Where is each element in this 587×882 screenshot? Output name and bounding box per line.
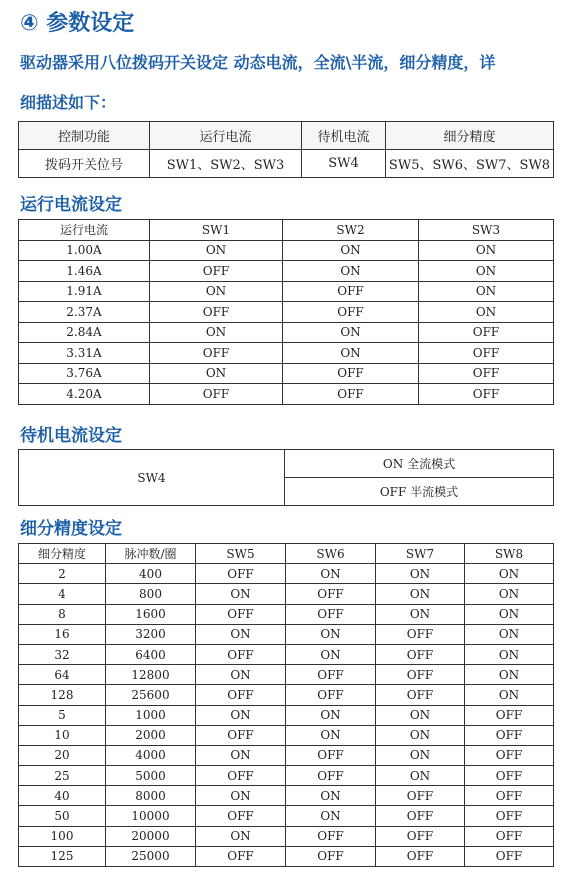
microstep-cell: ON bbox=[376, 766, 465, 786]
microstep-cell: OFF bbox=[196, 806, 286, 826]
run-current-cell: OFF bbox=[283, 363, 419, 384]
microstep-cell: OFF bbox=[196, 766, 286, 786]
microstep-header-cell: 细分精度 bbox=[19, 544, 106, 564]
table-row bbox=[19, 725, 554, 745]
standby-row bbox=[19, 450, 554, 478]
microstep-cell: ON bbox=[196, 745, 286, 765]
standby-table bbox=[18, 449, 554, 506]
microstep-cell: ON bbox=[376, 564, 465, 584]
microstep-cell: ON bbox=[196, 665, 286, 685]
run-current-header-cell: SW2 bbox=[283, 220, 419, 241]
microstep-cell: ON bbox=[196, 826, 286, 846]
microstep-cell: ON bbox=[286, 806, 376, 826]
standby-heading: 待机电流设定 bbox=[20, 426, 122, 446]
microstep-header-cell: 脉冲数/圈 bbox=[106, 544, 196, 564]
microstep-cell: 6400 bbox=[106, 644, 196, 664]
microstep-header-cell: SW8 bbox=[465, 544, 554, 564]
intro-line-2: 细描述如下： bbox=[20, 93, 117, 112]
microstep-cell: OFF bbox=[196, 564, 286, 584]
run-current-cell: OFF bbox=[419, 384, 554, 405]
microstep-cell: OFF bbox=[376, 644, 465, 664]
microstep-cell: 25600 bbox=[106, 685, 196, 705]
run-current-cell: 4.20A bbox=[19, 384, 150, 405]
microstep-cell: 25 bbox=[19, 766, 106, 786]
table-row bbox=[19, 302, 554, 323]
microstep-cell: 2 bbox=[19, 564, 106, 584]
microstep-cell: 4000 bbox=[106, 745, 196, 765]
overview-cell: SW5、SW6、SW7、SW8 bbox=[386, 150, 554, 178]
microstep-cell: OFF bbox=[465, 725, 554, 745]
microstep-cell: OFF bbox=[465, 745, 554, 765]
overview-header-cell: 运行电流 bbox=[150, 122, 302, 150]
microstep-cell: OFF bbox=[465, 826, 554, 846]
table-row bbox=[19, 564, 554, 584]
microstep-cell: OFF bbox=[376, 685, 465, 705]
microstep-cell: OFF bbox=[286, 846, 376, 866]
microstep-cell: OFF bbox=[376, 624, 465, 644]
microstep-cell: 8000 bbox=[106, 786, 196, 806]
microstep-cell: 1000 bbox=[106, 705, 196, 725]
run-current-table bbox=[18, 219, 554, 405]
run-current-cell: OFF bbox=[283, 384, 419, 405]
microstep-header-cell: SW5 bbox=[196, 544, 286, 564]
microstep-cell: ON bbox=[196, 584, 286, 604]
table-row bbox=[19, 685, 554, 705]
microstep-cell: OFF bbox=[465, 766, 554, 786]
microstep-cell: 20 bbox=[19, 745, 106, 765]
run-current-heading: 运行电流设定 bbox=[20, 195, 122, 215]
microstep-cell: OFF bbox=[286, 826, 376, 846]
run-current-cell: 1.46A bbox=[19, 261, 150, 282]
microstep-cell: OFF bbox=[465, 846, 554, 866]
microstep-cell: ON bbox=[196, 624, 286, 644]
overview-header-cell: 待机电流 bbox=[302, 122, 386, 150]
run-current-cell: ON bbox=[150, 322, 283, 343]
microstep-cell: ON bbox=[376, 584, 465, 604]
microstep-cell: ON bbox=[286, 705, 376, 725]
table-row bbox=[19, 705, 554, 725]
microstep-cell: OFF bbox=[196, 725, 286, 745]
microstep-cell: 128 bbox=[19, 685, 106, 705]
microstep-cell: ON bbox=[286, 624, 376, 644]
table-row bbox=[19, 281, 554, 302]
microstep-cell: ON bbox=[465, 624, 554, 644]
table-row bbox=[19, 343, 554, 364]
run-current-cell: OFF bbox=[150, 343, 283, 364]
run-current-cell: ON bbox=[419, 281, 554, 302]
table-row bbox=[19, 363, 554, 384]
microstep-cell: 50 bbox=[19, 806, 106, 826]
microstep-cell: OFF bbox=[196, 644, 286, 664]
run-current-cell: ON bbox=[283, 322, 419, 343]
run-current-cell: OFF bbox=[150, 302, 283, 323]
microstep-cell: ON bbox=[196, 786, 286, 806]
microstep-cell: OFF bbox=[286, 685, 376, 705]
microstep-cell: ON bbox=[376, 604, 465, 624]
run-current-header-row bbox=[19, 220, 554, 241]
microstep-cell: OFF bbox=[376, 665, 465, 685]
standby-switch-cell: SW4 bbox=[19, 450, 285, 506]
table-row bbox=[19, 665, 554, 685]
standby-on-cell: ON 全流模式 bbox=[285, 450, 554, 478]
microstep-cell: ON bbox=[376, 745, 465, 765]
run-current-cell: OFF bbox=[150, 384, 283, 405]
overview-table bbox=[18, 121, 554, 178]
run-current-cell: 2.37A bbox=[19, 302, 150, 323]
microstep-cell: OFF bbox=[286, 604, 376, 624]
microstep-cell: 16 bbox=[19, 624, 106, 644]
run-current-cell: 3.76A bbox=[19, 363, 150, 384]
table-row bbox=[19, 786, 554, 806]
microstep-header-cell: SW6 bbox=[286, 544, 376, 564]
run-current-cell: 3.31A bbox=[19, 343, 150, 364]
run-current-cell: ON bbox=[419, 302, 554, 323]
run-current-cell: OFF bbox=[283, 281, 419, 302]
microstep-cell: ON bbox=[286, 564, 376, 584]
microstep-cell: 10000 bbox=[106, 806, 196, 826]
table-row bbox=[19, 384, 554, 405]
run-current-cell: OFF bbox=[150, 261, 283, 282]
table-row bbox=[19, 846, 554, 866]
microstep-cell: 8 bbox=[19, 604, 106, 624]
run-current-cell: ON bbox=[150, 281, 283, 302]
microstep-table bbox=[18, 543, 554, 867]
microstep-cell: ON bbox=[465, 564, 554, 584]
microstep-cell: OFF bbox=[465, 786, 554, 806]
run-current-cell: OFF bbox=[283, 302, 419, 323]
overview-cell: SW1、SW2、SW3 bbox=[150, 150, 302, 178]
microstep-cell: ON bbox=[465, 584, 554, 604]
run-current-cell: 2.84A bbox=[19, 322, 150, 343]
microstep-cell: OFF bbox=[465, 806, 554, 826]
microstep-cell: OFF bbox=[286, 584, 376, 604]
run-current-cell: 1.91A bbox=[19, 281, 150, 302]
microstep-cell: ON bbox=[286, 786, 376, 806]
run-current-cell: OFF bbox=[419, 322, 554, 343]
microstep-cell: 20000 bbox=[106, 826, 196, 846]
microstep-cell: 10 bbox=[19, 725, 106, 745]
microstep-cell: OFF bbox=[286, 745, 376, 765]
microstep-cell: ON bbox=[465, 644, 554, 664]
run-current-header-cell: 运行电流 bbox=[19, 220, 150, 241]
microstep-cell: OFF bbox=[376, 786, 465, 806]
microstep-cell: 125 bbox=[19, 846, 106, 866]
overview-header-cell: 细分精度 bbox=[386, 122, 554, 150]
microstep-cell: 1600 bbox=[106, 604, 196, 624]
table-row bbox=[19, 806, 554, 826]
run-current-cell: ON bbox=[419, 261, 554, 282]
intro-line-1: 驱动器采用八位拨码开关设定 动态电流，全流\半流，细分精度，详 bbox=[20, 53, 496, 72]
table-row bbox=[19, 604, 554, 624]
microstep-cell: OFF bbox=[286, 766, 376, 786]
table-row bbox=[19, 826, 554, 846]
microstep-cell: 3200 bbox=[106, 624, 196, 644]
microstep-cell: OFF bbox=[376, 846, 465, 866]
standby-off-cell: OFF 半流模式 bbox=[285, 478, 554, 506]
run-current-cell: ON bbox=[283, 240, 419, 261]
run-current-cell: ON bbox=[419, 240, 554, 261]
microstep-cell: OFF bbox=[376, 806, 465, 826]
microstep-cell: ON bbox=[286, 644, 376, 664]
microstep-cell: ON bbox=[286, 725, 376, 745]
microstep-cell: 64 bbox=[19, 665, 106, 685]
microstep-cell: 12800 bbox=[106, 665, 196, 685]
run-current-cell: 1.00A bbox=[19, 240, 150, 261]
run-current-header-cell: SW1 bbox=[150, 220, 283, 241]
run-current-cell: ON bbox=[150, 240, 283, 261]
microstep-cell: OFF bbox=[376, 826, 465, 846]
microstep-cell: OFF bbox=[286, 665, 376, 685]
microstep-cell: OFF bbox=[196, 604, 286, 624]
table-row bbox=[19, 745, 554, 765]
overview-cell: 拨码开关位号 bbox=[19, 150, 150, 178]
microstep-cell: 2000 bbox=[106, 725, 196, 745]
microstep-cell: 5000 bbox=[106, 766, 196, 786]
microstep-cell: ON bbox=[465, 665, 554, 685]
microstep-cell: ON bbox=[376, 725, 465, 745]
microstep-header-cell: SW7 bbox=[376, 544, 465, 564]
microstep-cell: ON bbox=[465, 685, 554, 705]
table-row bbox=[19, 261, 554, 282]
overview-row bbox=[19, 150, 554, 178]
table-row bbox=[19, 584, 554, 604]
table-row bbox=[19, 644, 554, 664]
microstep-cell: OFF bbox=[465, 705, 554, 725]
overview-cell: SW4 bbox=[302, 150, 386, 178]
run-current-header-cell: SW3 bbox=[419, 220, 554, 241]
microstep-cell: ON bbox=[376, 705, 465, 725]
table-row bbox=[19, 322, 554, 343]
run-current-cell: ON bbox=[283, 343, 419, 364]
microstep-cell: ON bbox=[465, 604, 554, 624]
microstep-heading: 细分精度设定 bbox=[20, 519, 122, 539]
microstep-cell: 4 bbox=[19, 584, 106, 604]
microstep-cell: 400 bbox=[106, 564, 196, 584]
run-current-cell: OFF bbox=[419, 343, 554, 364]
table-row bbox=[19, 766, 554, 786]
microstep-cell: ON bbox=[196, 705, 286, 725]
microstep-cell: 5 bbox=[19, 705, 106, 725]
microstep-cell: 25000 bbox=[106, 846, 196, 866]
table-row bbox=[19, 624, 554, 644]
run-current-cell: OFF bbox=[419, 363, 554, 384]
overview-header-cell: 控制功能 bbox=[19, 122, 150, 150]
table-row bbox=[19, 240, 554, 261]
microstep-cell: 800 bbox=[106, 584, 196, 604]
microstep-cell: 40 bbox=[19, 786, 106, 806]
microstep-cell: OFF bbox=[196, 846, 286, 866]
run-current-cell: ON bbox=[283, 261, 419, 282]
microstep-cell: 100 bbox=[19, 826, 106, 846]
microstep-cell: OFF bbox=[196, 685, 286, 705]
run-current-cell: ON bbox=[150, 363, 283, 384]
overview-header-row bbox=[19, 122, 554, 150]
microstep-header-row bbox=[19, 544, 554, 564]
page-title: ④ 参数设定 bbox=[20, 11, 135, 36]
microstep-cell: 32 bbox=[19, 644, 106, 664]
